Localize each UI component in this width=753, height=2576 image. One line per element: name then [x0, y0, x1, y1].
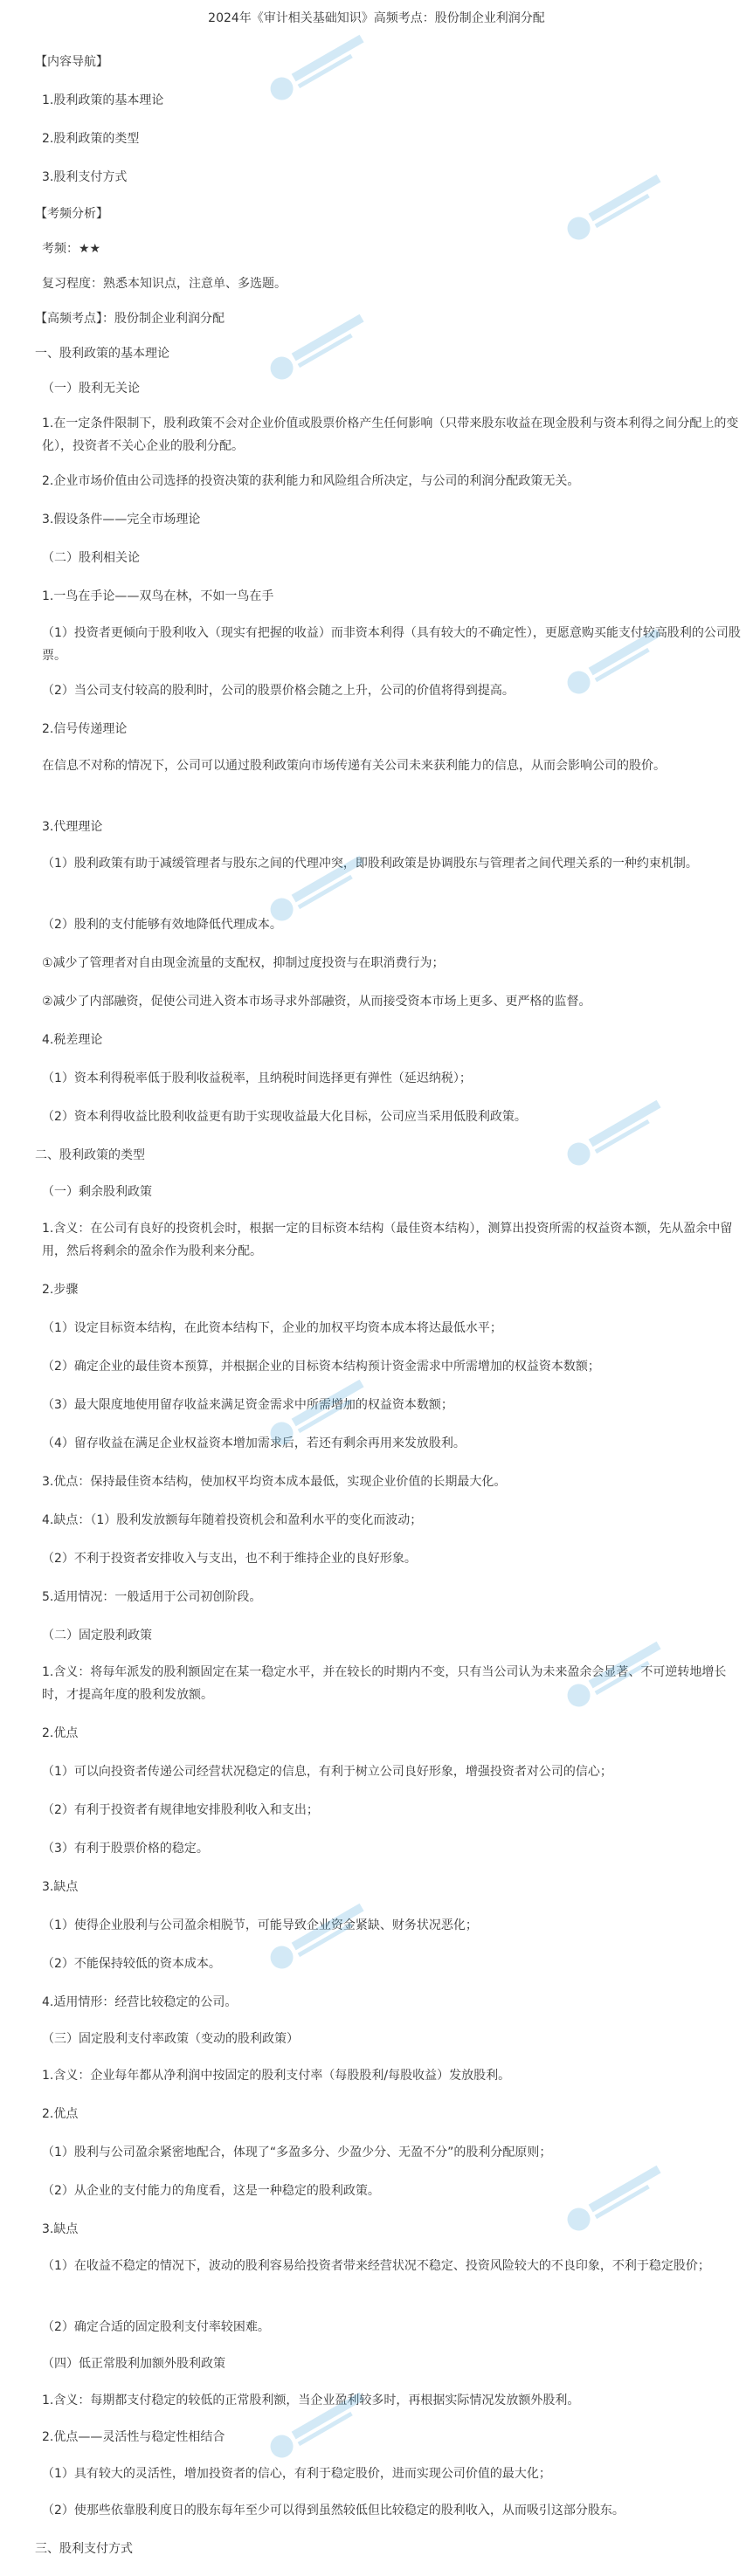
- paragraph: （2）从企业的支付能力的角度看，这是一种稳定的股利政策。: [42, 2184, 380, 2198]
- paragraph: （3）有利于股票价格的稳定。: [42, 1842, 209, 1856]
- paragraph: 3.缺点: [42, 2222, 79, 2236]
- key-point-heading: 【高频考点】：股份制企业利润分配: [35, 312, 225, 326]
- paragraph: 4.缺点：（1）股利发放额每年随着投资机会和盈利水平的变化而波动；: [42, 1513, 423, 1527]
- paragraph: 1.一鸟在手论——双鸟在林，不如一鸟在手: [42, 589, 274, 603]
- paragraph: 3.代理理论: [42, 820, 103, 834]
- paragraph: （2）不利于投资者安排收入与支出，也不利于维持企业的良好形象。: [42, 1552, 417, 1566]
- subsection-heading: （四）低正常股利加额外股利政策: [42, 2357, 225, 2371]
- paragraph: 3.优点：保持最佳资本结构，使加权平均资本成本最低，实现企业价值的长期最大化。: [42, 1475, 507, 1489]
- paragraph: （2）确定合适的固定股利支付率较困难。: [42, 2320, 270, 2334]
- paragraph: 4.税差理论: [42, 1033, 103, 1047]
- paragraph: （2）股利的支付能够有效地降低代理成本。: [42, 918, 282, 932]
- paragraph: 2.信号传递理论: [42, 722, 128, 736]
- paragraph: 2.步骤: [42, 1283, 79, 1297]
- paragraph: 3.假设条件——完全市场理论: [42, 513, 201, 527]
- paragraph: （1）具有较大的灵活性，增加投资者的信心，有利于稳定股价，进而实现公司价值的最大化；: [42, 2467, 551, 2481]
- paragraph: ②减少了内部融资，促使公司进入资本市场寻求外部融资，从而接受资本市场上更多、更严格的监督。: [42, 995, 591, 1009]
- paragraph: （1）在收益不稳定的情况下，波动的股利容易给投资者带来经营状况不稳定、投资风险较大的不良印象，不利于稳定股价；: [42, 2259, 710, 2273]
- section-3-heading: 三、股利支付方式: [35, 2542, 133, 2556]
- section-1-heading: 一、股利政策的基本理论: [35, 347, 169, 361]
- subsection-heading: （二）固定股利政策: [42, 1629, 152, 1643]
- paragraph: （2）确定企业的最佳资本预算，并根据企业的目标资本结构预计资金需求中所需增加的权益资本数额；: [42, 1360, 600, 1374]
- paragraph: （2）资本利得收益比股利收益更有助于实现收益最大化目标，公司应当采用低股利政策。: [42, 1110, 527, 1124]
- subsection-heading: （一）股利无关论: [42, 382, 140, 396]
- watermark-logo: [262, 306, 376, 388]
- paragraph: 1.含义：每期都支付稳定的较低的正常股利额，当企业盈利较多时，再根据实际情况发放额外股利。: [42, 2393, 580, 2407]
- paragraph: （3）最大限度地使用留存收益来满足资金需求中所需增加的权益资本数额；: [42, 1398, 453, 1412]
- paragraph: 5.适用情况：一般适用于公司初创阶段。: [42, 1590, 262, 1604]
- section-2-heading: 二、股利政策的类型: [35, 1148, 145, 1162]
- nav-item-1: 1.股利政策的基本理论: [42, 93, 164, 107]
- paragraph: 1.含义：将每年派发的股利额固定在某一稳定水平，并在较长的时期内不变，只有当公司认为未来盈余会显著、不可逆转地增长时，才提高年度的股利发放额。: [42, 1665, 727, 1702]
- paragraph: （1）投资者更倾向于股利收入（现实有把握的收益）而非资本利得（具有较大的不确定性），更愿意购买能支付较高股利的公司股票。: [42, 626, 741, 663]
- paragraph: （1）使得企业股利与公司盈余相脱节，可能导致企业资金紧缺、财务状况恶化；: [42, 1918, 478, 1932]
- paragraph: （2）当公司支付较高的股利时，公司的股票价格会随之上升，公司的价值将得到提高。: [42, 684, 515, 698]
- paragraph: （2）使那些依靠股利度日的股东每年至少可以得到虽然较低但比较稳定的股利收入，从而吸引这部分股东。: [42, 2504, 625, 2517]
- paragraph: 2.优点: [42, 1726, 79, 1740]
- paragraph: 在信息不对称的情况下，公司可以通过股利政策向市场传递有关公司未来获利能力的信息，从而会影响公司的股价。: [42, 759, 666, 773]
- subsection-heading: （一）剩余股利政策: [42, 1185, 152, 1199]
- paragraph: （1）股利政策有助于减缓管理者与股东之间的代理冲突，即股利政策是协调股东与管理者之间代理关系的一种约束机制。: [42, 857, 698, 871]
- subsection-heading: （三）固定股利支付率政策（变动的股利政策）: [42, 2032, 299, 2046]
- paragraph: 1.在一定条件限制下，股利政策不会对企业价值或股票价格产生任何影响（只带来股东收益在现金股利与资本利得之间分配上的变化），投资者不关心企业的股利分配。: [42, 417, 739, 453]
- paragraph: （1）设定目标资本结构，在此资本结构下，企业的加权平均资本成本将达最低水平；: [42, 1321, 502, 1335]
- paragraph: 1.含义：企业每年都从净利润中按固定的股利支付率（每股股利/每股收益）发放股利。: [42, 2069, 511, 2083]
- nav-item-3: 3.股利支付方式: [42, 170, 128, 184]
- paragraph: （2）有利于投资者有规律地安排股利收入和支出；: [42, 1803, 319, 1817]
- subsection-heading: （二）股利相关论: [42, 551, 140, 565]
- frequency-heading: 【考频分析】: [35, 207, 108, 221]
- paragraph: （1）资本利得税率低于股利收益税率，且纳税时间选择更有弹性（延迟纳税）；: [42, 1071, 472, 1085]
- paragraph: ①减少了管理者对自由现金流量的支配权，抑制过度投资与在职消费行为；: [42, 956, 445, 970]
- paragraph: 2.优点——灵活性与稳定性相结合: [42, 2430, 225, 2444]
- frequency-stars: 考频：★★: [42, 242, 101, 256]
- paragraph: 4.适用情形：经营比较稳定的公司。: [42, 1995, 238, 2009]
- paragraph: 2.优点: [42, 2107, 79, 2121]
- document-title: 2024年《审计相关基础知识》高频考点：股份制企业利润分配: [208, 11, 545, 25]
- watermark-logo: [559, 1092, 673, 1174]
- nav-heading: 【内容导航】: [35, 55, 108, 69]
- paragraph: 2.企业市场价值由公司选择的投资决策的获利能力和风险组合所决定，与公司的利润分配政策无关。: [42, 474, 580, 488]
- paragraph: （1）股利与公司盈余紧密地配合，体现了“多盈多分、少盈少分、无盈不分”的股利分配原则；: [42, 2146, 552, 2159]
- watermark-logo: [559, 166, 673, 248]
- watermark-logo: [559, 2157, 673, 2239]
- paragraph: 3.缺点: [42, 1880, 79, 1894]
- watermark-logo: [262, 26, 376, 108]
- paragraph: （1）可以向投资者传递公司经营状况稳定的信息，有利于树立公司良好形象，增强投资者对公司的信心；: [42, 1765, 612, 1779]
- review-level: 复习程度：熟悉本知识点，注意单、多选题。: [42, 277, 287, 291]
- paragraph: （4）留存收益在满足企业权益资本增加需求后，若还有剩余再用来发放股利。: [42, 1436, 466, 1450]
- paragraph: 1.含义：在公司有良好的投资机会时，根据一定的目标资本结构（最佳资本结构），测算出投资所需的权益资本额，先从盈余中留用，然后将剩余的盈余作为股利来分配。: [42, 1222, 733, 1258]
- paragraph: （2）不能保持较低的资本成本。: [42, 1957, 221, 1971]
- nav-item-2: 2.股利政策的类型: [42, 132, 140, 146]
